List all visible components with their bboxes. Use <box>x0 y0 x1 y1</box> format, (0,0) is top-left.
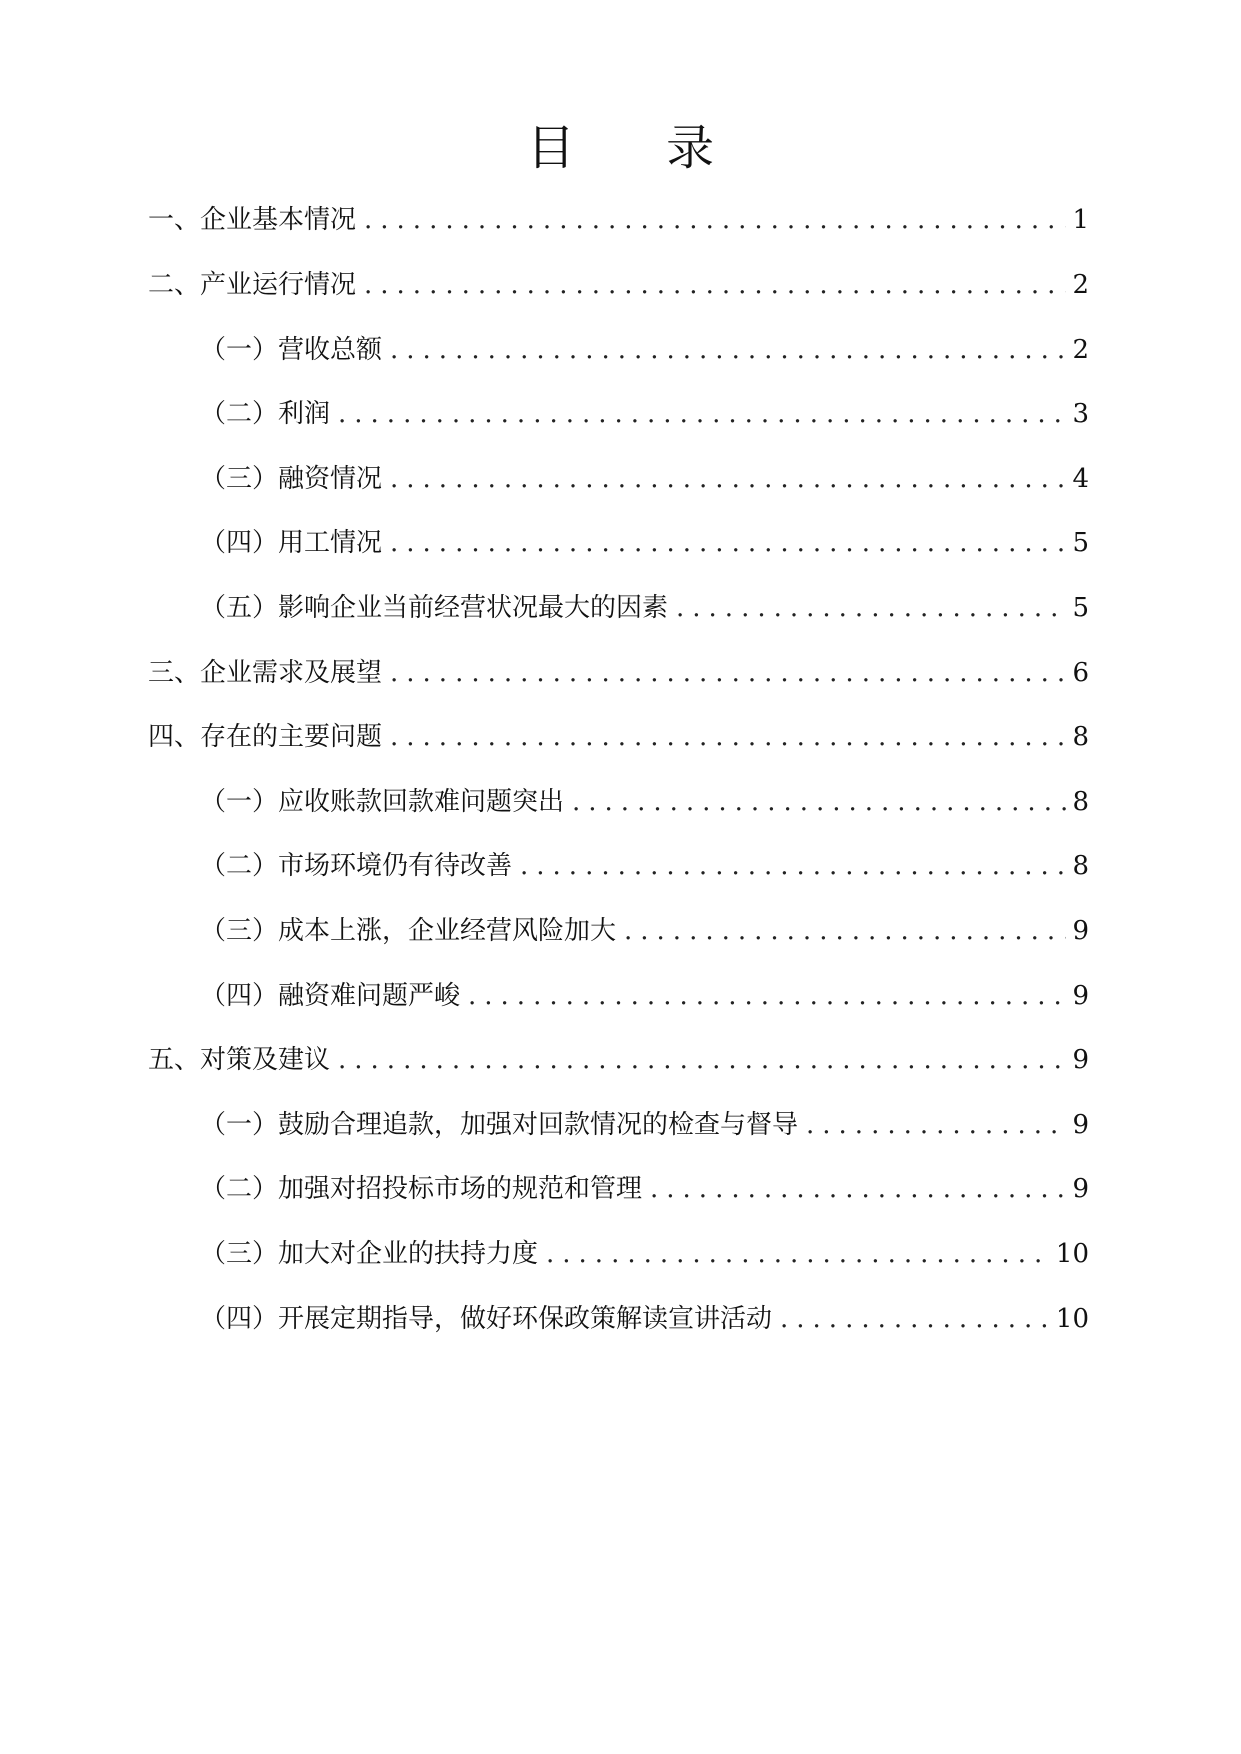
toc-entry-text: （五）影响企业当前经营状况最大的因素 <box>200 593 669 623</box>
toc-leader-dots <box>676 588 1066 628</box>
toc-entry[interactable] <box>148 653 1089 693</box>
toc-entry-text: 一、企业基本情况 <box>148 205 357 235</box>
toc-entry-text: （四）用工情况 <box>200 528 383 558</box>
toc-page-number: 5 <box>1072 528 1089 558</box>
toc-entry[interactable] <box>200 523 1089 563</box>
toc-entry[interactable] <box>200 1105 1089 1145</box>
toc-entry-text: （一）营收总额 <box>200 335 383 365</box>
toc-page-number: 1 <box>1072 205 1089 235</box>
toc-entry-text: 四、存在的主要问题 <box>148 722 383 752</box>
toc-entry-text: （二）利润 <box>200 399 331 429</box>
toc-entry-text: 五、对策及建议 <box>148 1045 331 1075</box>
toc-page-number: 9 <box>1072 1110 1089 1140</box>
toc-entry[interactable] <box>200 782 1089 822</box>
toc-leader-dots <box>364 200 1066 240</box>
toc-entry[interactable] <box>200 846 1089 886</box>
toc-leader-dots <box>468 976 1066 1016</box>
toc-entry[interactable] <box>200 911 1089 951</box>
toc-page-number: 2 <box>1072 335 1089 365</box>
toc-page-number: 8 <box>1072 787 1089 817</box>
toc-entry-text: （一）应收账款回款难问题突出 <box>200 787 565 817</box>
toc-entry-text: （二）加强对招投标市场的规范和管理 <box>200 1174 643 1204</box>
toc-entry-text: 二、产业运行情况 <box>148 270 357 300</box>
toc-leader-dots <box>338 1040 1066 1080</box>
toc-entry[interactable] <box>200 976 1089 1016</box>
toc-entry[interactable] <box>200 588 1089 628</box>
toc-entry-text: （四）融资难问题严峻 <box>200 981 461 1011</box>
toc-page-number: 9 <box>1072 981 1089 1011</box>
toc-entry[interactable] <box>200 1299 1089 1339</box>
toc-entry-text: （四）开展定期指导，做好环保政策解读宣讲活动 <box>200 1304 773 1334</box>
toc-page-number: 10 <box>1055 1239 1089 1269</box>
toc-page-number: 9 <box>1072 916 1089 946</box>
toc-entry[interactable] <box>200 330 1089 370</box>
toc-page-number: 4 <box>1072 464 1089 494</box>
toc-page-number: 8 <box>1072 722 1089 752</box>
toc-entry[interactable] <box>200 394 1089 434</box>
toc-leader-dots <box>390 717 1066 757</box>
toc-leader-dots <box>364 265 1066 305</box>
toc-leader-dots <box>572 782 1066 822</box>
toc-page-number: 6 <box>1072 658 1089 688</box>
toc-leader-dots <box>390 523 1066 563</box>
toc-page-number: 8 <box>1072 851 1089 881</box>
toc-page-number: 9 <box>1072 1174 1089 1204</box>
toc-leader-dots <box>390 330 1066 370</box>
toc-entry[interactable] <box>200 459 1089 499</box>
page-title: 目 录 <box>526 120 753 176</box>
toc-entry-text: （三）加大对企业的扶持力度 <box>200 1239 539 1269</box>
toc-entry[interactable] <box>148 717 1089 757</box>
toc-entry[interactable] <box>200 1234 1089 1274</box>
toc-page-number: 3 <box>1072 399 1089 429</box>
toc-leader-dots <box>520 846 1066 886</box>
toc-leader-dots <box>806 1105 1066 1145</box>
toc-leader-dots <box>624 911 1066 951</box>
toc-page-number: 9 <box>1072 1045 1089 1075</box>
toc-page-number: 5 <box>1072 593 1089 623</box>
toc-leader-dots <box>390 653 1066 693</box>
toc-entry-text: 三、企业需求及展望 <box>148 658 383 688</box>
toc-entry[interactable] <box>148 200 1089 240</box>
toc-entry-text: （三）成本上涨，企业经营风险加大 <box>200 916 617 946</box>
toc-entry-text: （一）鼓励合理追款，加强对回款情况的检查与督导 <box>200 1110 799 1140</box>
toc-leader-dots <box>338 394 1066 434</box>
toc-leader-dots <box>546 1234 1050 1274</box>
toc-entry-text: （三）融资情况 <box>200 464 383 494</box>
toc-entry[interactable] <box>148 1040 1089 1080</box>
toc-entry-text: （二）市场环境仍有待改善 <box>200 851 513 881</box>
toc-page-number: 10 <box>1055 1304 1089 1334</box>
toc-leader-dots <box>780 1299 1050 1339</box>
toc-leader-dots <box>650 1169 1066 1209</box>
toc-page-number: 2 <box>1072 270 1089 300</box>
toc-entry[interactable] <box>200 1169 1089 1209</box>
toc-entry[interactable] <box>148 265 1089 305</box>
toc-leader-dots <box>390 459 1066 499</box>
